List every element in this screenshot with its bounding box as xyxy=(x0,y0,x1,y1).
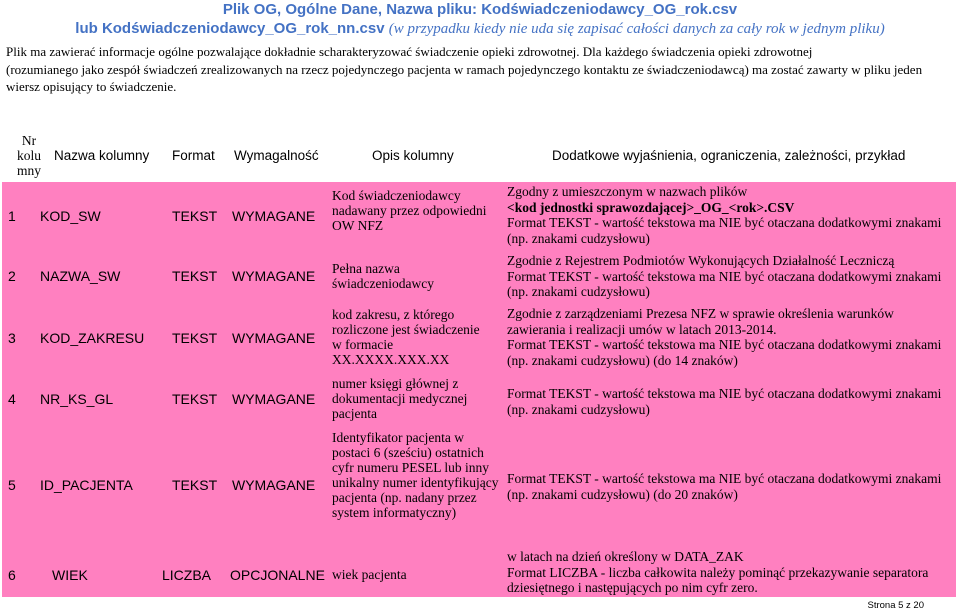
page-number: Strona 5 z 20 xyxy=(867,600,924,611)
row-extra: Zgodny z umieszczonym w nazwach plików <kod jednostki sprawozdającej>_OG_<rok>.CSV Format TEKST - wartość tekstowa ma NIE być otaczana dodatkowymi znakami (np. znakami cudzysłowu) xyxy=(507,184,942,246)
intro-line-1: Plik ma zawierać informacje ogólne pozwalające dokładnie scharakteryzować świadczenie opieki zdrowotnej. Dla każdego świadczenia opieki zdrowotnej xyxy=(6,44,813,59)
row-desc: Identyfikator pacjenta w postaci 6 (sześciu) ostatnich cyfr numeru PESEL lub inny unikalny numer identyfikujący pacjenta (np. nadany przez system informatyczny) xyxy=(332,430,499,520)
title-line-1: Plik OG, Ogólne Dane, Nazwa pliku: Kodświadczeniodawcy_OG_rok.csv xyxy=(222,1,738,18)
row-format: TEKST xyxy=(172,477,218,493)
document-title xyxy=(0,0,960,39)
row-desc: wiek pacjenta xyxy=(332,567,407,582)
row-nr: 5 xyxy=(8,477,16,493)
row-desc: Kod świadczeniodawcy nadawany przez odpowiedni OW NFZ xyxy=(332,188,487,233)
row-extra: Zgodnie z zarządzeniami Prezesa NFZ w sprawie określenia warunków zawierania i realizacji umów w latach 2013-2014. Format TEKST - wartość tekstowa ma NIE być otaczana dodatkowymi znakami (np. znakami cudzysłowu) (do 14 znaków) xyxy=(507,306,942,368)
row-name: KOD_ZAKRESU xyxy=(40,330,145,346)
row-nr: 6 xyxy=(8,567,16,583)
header-extra: Dodatkowe wyjaśnienia, ograniczenia, zależności, przykład xyxy=(552,148,906,163)
header-required: Wymagalność xyxy=(234,148,319,163)
row-format: TEKST xyxy=(172,391,218,407)
row-name: KOD_SW xyxy=(40,208,101,224)
header-format: Format xyxy=(172,148,215,163)
row-required: WYMAGANE xyxy=(232,477,316,493)
title-line-2 xyxy=(0,19,960,39)
row-required: WYMAGANE xyxy=(232,391,316,407)
row-format: TEKST xyxy=(172,268,218,284)
columns-table xyxy=(2,125,956,597)
title-line-2-sub: (w przypadku kiedy nie uda się zapisać całości danych za cały rok w jednym pliku) xyxy=(388,21,885,37)
row-desc: numer księgi głównej z dokumentacji medycznej pacjenta xyxy=(332,376,468,421)
row-extra: Zgodnie z Rejestrem Podmiotów Wykonujących Działalność Leczniczą Format TEKST - wartość tekstowa ma NIE być otaczana dodatkowymi znakami (np. znakami cudzysłowu) xyxy=(507,253,942,299)
row-desc: Pełna nazwa świadczeniodawcy xyxy=(332,261,434,291)
header-nr: Nr kolu mny xyxy=(16,133,41,178)
row-nr: 2 xyxy=(8,268,16,284)
row-name: WIEK xyxy=(52,567,88,583)
row-nr: 4 xyxy=(8,391,16,407)
row-nr: 3 xyxy=(8,330,16,346)
header-name: Nazwa kolumny xyxy=(54,148,150,163)
row-format: TEKST xyxy=(172,208,218,224)
row-required: WYMAGANE xyxy=(232,268,316,284)
row-name: ID_PACJENTA xyxy=(40,477,133,493)
intro-rest: (rozumianego jako zespół świadczeń zrealizowanych na rzecz pojedynczego pacjenta w ramach pojedynczego kontaktu ze świadczeniodawcą) ma zostać zawarty w pliku jeden wiersz opisujący to świadczenie. xyxy=(6,62,923,94)
row-nr: 1 xyxy=(8,208,16,224)
title-line-2-main: lub Kodświadczeniodawcy_OG_rok_nn.csv xyxy=(75,20,385,37)
row-name: NR_KS_GL xyxy=(40,391,114,407)
row-name: NAZWA_SW xyxy=(40,268,121,284)
row-required: WYMAGANE xyxy=(232,208,316,224)
row-required: OPCJONALNE xyxy=(230,567,325,583)
row-extra: Format TEKST - wartość tekstowa ma NIE być otaczana dodatkowymi znakami (np. znakami cudzysłowu) (do 20 znaków) xyxy=(507,471,942,502)
header-desc: Opis kolumny xyxy=(372,148,454,163)
row-format: LICZBA xyxy=(162,567,212,583)
row-required: WYMAGANE xyxy=(232,330,316,346)
row-desc: kod zakresu, z którego rozliczone jest świadczenie w formacie XX.XXXX.XXX.XX xyxy=(332,307,480,367)
row-format: TEKST xyxy=(172,330,218,346)
row-extra: Format TEKST - wartość tekstowa ma NIE być otaczana dodatkowymi znakami (np. znakami cudzysłowu) xyxy=(507,386,942,417)
row-extra: w latach na dzień określony w DATA_ZAK Format LICZBA - liczba całkowita należy pominąć przekazywanie separatora dziesiętnego i następujących po nim cyfr zero. xyxy=(507,549,929,595)
